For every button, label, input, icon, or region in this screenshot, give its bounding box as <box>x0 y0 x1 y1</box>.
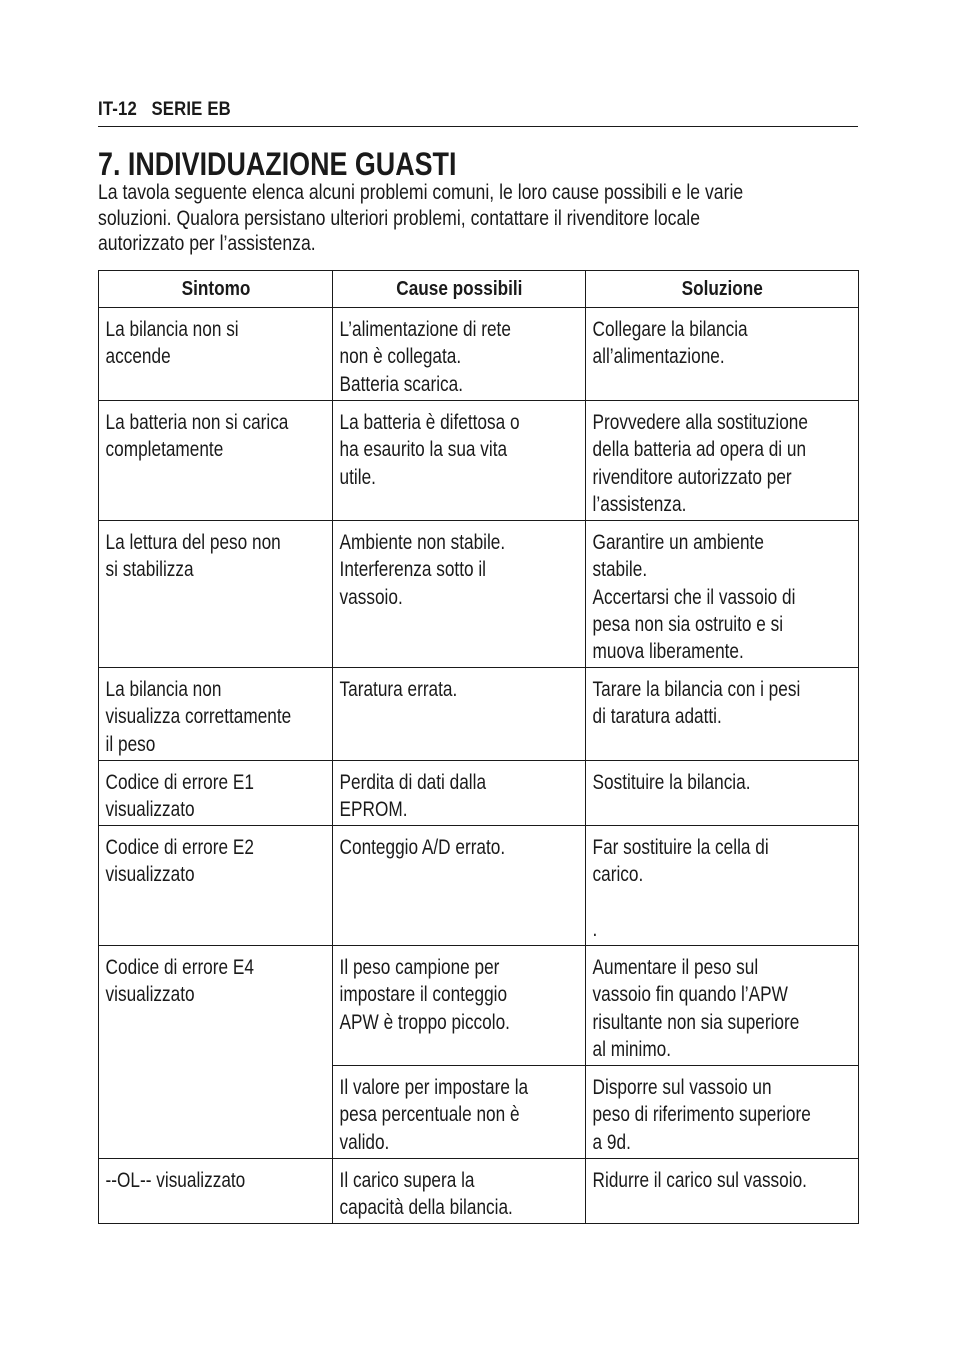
table-row <box>99 761 859 826</box>
symptom-cell <box>99 668 333 761</box>
cause-cell <box>333 826 586 946</box>
cause-text: Perdita di dati dalla EPROM. <box>339 771 487 822</box>
solution-text: Provvedere alla sostituzione della batteria ad opera di un rivenditore autorizzato per l’assistenza. <box>592 411 808 516</box>
header-solution-label: Soluzione <box>681 278 763 300</box>
solution-text: Tarare la bilancia con i pesi di taratura adatti. <box>592 678 801 729</box>
table-row <box>99 826 859 946</box>
solution-text: Collegare la bilancia all’alimentazione. <box>592 318 748 369</box>
intro-paragraph <box>98 180 854 257</box>
header-cause-label: Cause possibili <box>395 278 523 300</box>
cause-text: Taratura errata. <box>339 678 458 701</box>
cause-text: L’alimentazione di rete non è collegata. Batteria scarica. <box>339 318 511 396</box>
symptom-text: Codice di errore E2 visualizzato <box>105 836 254 887</box>
symptom-text: --OL-- visualizzato <box>105 1169 246 1192</box>
header-cell-cause <box>333 271 586 308</box>
cause-cell <box>333 761 586 826</box>
header-symptom-label: Sintomo <box>181 278 250 300</box>
solution-text: Aumentare il peso sul vassoio fin quando l’APW risultante non sia superiore al minimo. <box>592 956 800 1061</box>
intro-line: soluzioni. Qualora persistano ulteriori problemi, contattare il rivenditore locale <box>98 206 701 230</box>
symptom-cell <box>99 521 333 668</box>
cause-text: Il peso campione per impostare il conteggio APW è troppo piccolo. <box>339 956 510 1034</box>
solution-cell <box>586 946 859 1066</box>
symptom-text: La batteria non si carica completamente <box>105 411 289 462</box>
cause-text: Conteggio A/D errato. <box>339 836 506 859</box>
troubleshooting-table <box>98 270 859 1224</box>
symptom-text: La bilancia non visualizza correttamente il peso <box>105 678 292 756</box>
table-row <box>99 521 859 668</box>
solution-cell <box>586 521 859 668</box>
table-row <box>99 946 859 1066</box>
solution-cell <box>586 401 859 521</box>
page-header <box>98 98 858 122</box>
solution-cell <box>586 1066 859 1159</box>
symptom-cell <box>99 1159 333 1224</box>
cause-cell <box>333 1066 586 1159</box>
symptom-text: Codice di errore E4 visualizzato <box>105 956 254 1007</box>
page-number-label: IT-12 SERIE EB <box>98 99 231 120</box>
symptom-cell <box>99 826 333 946</box>
cause-text: La batteria è difettosa o ha esaurito la sua vita utile. <box>339 411 520 489</box>
cause-text: Ambiente non stabile. Interferenza sotto il vassoio. <box>339 531 506 609</box>
symptom-cell <box>99 761 333 826</box>
solution-cell <box>586 668 859 761</box>
header-cell-solution <box>586 271 859 308</box>
solution-text: Far sostituire la cella di carico. . <box>592 836 769 941</box>
solution-cell <box>586 761 859 826</box>
table-row <box>99 1159 859 1224</box>
solution-text: Sostituire la bilancia. <box>592 771 751 794</box>
section-title: 7. INDIVIDUAZIONE GUASTI <box>98 146 457 182</box>
cause-text: Il valore per impostare la pesa percentuale non è valido. <box>339 1076 529 1154</box>
cause-cell <box>333 308 586 401</box>
solution-text: Ridurre il carico sul vassoio. <box>592 1169 807 1192</box>
solution-cell <box>586 308 859 401</box>
header-divider <box>98 126 858 127</box>
intro-line: autorizzato per l’assistenza. <box>98 232 316 255</box>
symptom-cell <box>99 401 333 521</box>
cause-cell <box>333 668 586 761</box>
cause-cell <box>333 1159 586 1224</box>
solution-text: Disporre sul vassoio un peso di riferimento superiore a 9d. <box>592 1076 811 1154</box>
cause-cell <box>333 521 586 668</box>
intro-line: La tavola seguente elenca alcuni problemi comuni, le loro cause possibili e le varie <box>98 181 744 204</box>
table-row <box>99 308 859 401</box>
cause-cell <box>333 946 586 1066</box>
header-cell-symptom <box>99 271 333 308</box>
symptom-cell <box>99 308 333 401</box>
cause-cell <box>333 401 586 521</box>
symptom-text: La lettura del peso non si stabilizza <box>105 531 281 582</box>
solution-text: Garantire un ambiente stabile. Accertarsi che il vassoio di pesa non sia ostruito e si muova liberamente. <box>592 531 796 664</box>
table-row <box>99 401 859 521</box>
cause-text: Il carico supera la capacità della bilancia. <box>339 1169 513 1220</box>
symptom-text: Codice di errore E1 visualizzato <box>105 771 254 822</box>
table-header-row <box>99 271 859 308</box>
solution-cell <box>586 1159 859 1224</box>
table-row <box>99 668 859 761</box>
symptom-cell <box>99 946 333 1159</box>
solution-cell <box>586 826 859 946</box>
symptom-text: La bilancia non si accende <box>105 318 239 369</box>
